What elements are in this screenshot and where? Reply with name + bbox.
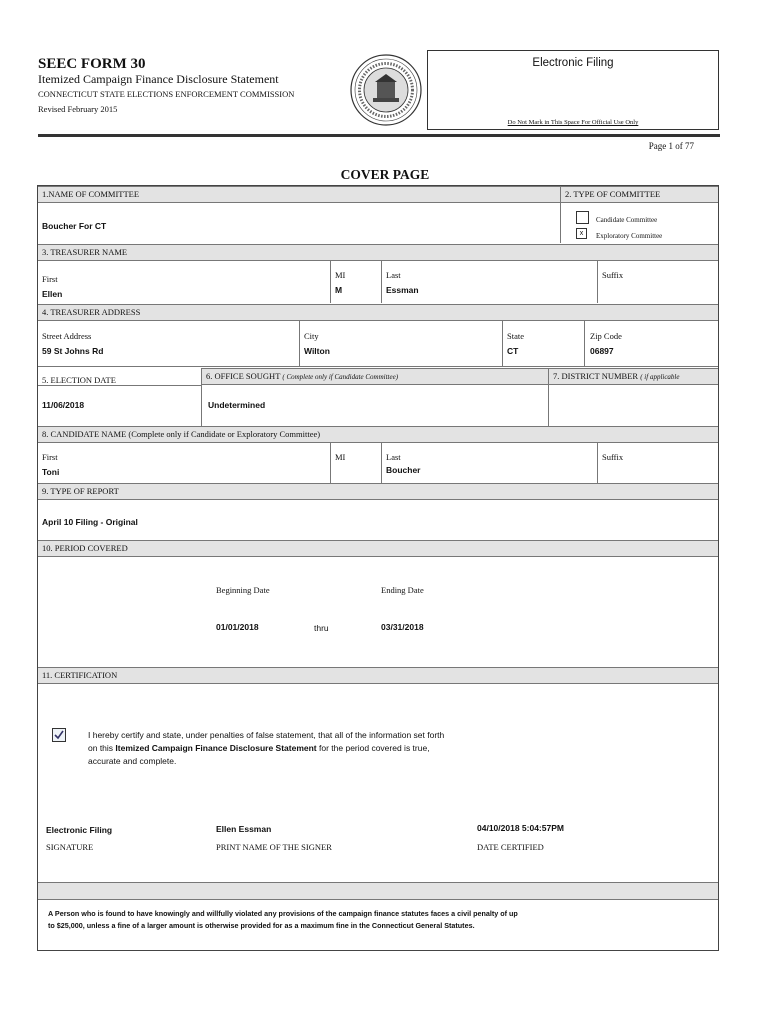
thru-label: thru	[314, 623, 329, 633]
signature-value[interactable]: Electronic Filing	[46, 825, 113, 835]
divider	[597, 261, 598, 303]
treasurer-first-value[interactable]: Ellen	[42, 289, 63, 299]
date-certified-value[interactable]: 04/10/2018 5:04:57PM	[477, 823, 564, 833]
candidate-last-label: Last	[386, 452, 401, 462]
treasurer-mi-value[interactable]: M	[335, 285, 343, 295]
district-number-label: 7. DISTRICT NUMBER	[553, 371, 639, 381]
section-committee-name: 1.NAME OF COMMITTEE	[38, 186, 560, 203]
divider	[299, 321, 300, 366]
divider	[381, 261, 382, 303]
committee-name-value[interactable]: Boucher For CT	[42, 221, 107, 231]
state-value[interactable]: CT	[507, 346, 519, 356]
header-divider	[38, 134, 720, 137]
section-candidate-name: 8. CANDIDATE NAME (Complete only if Candidate or Exploratory Committee)	[38, 426, 718, 443]
agency-name: CONNECTICUT STATE ELECTIONS ENFORCEMENT COMMISSION	[38, 89, 295, 99]
page-number: Page 1 of 77	[648, 141, 694, 151]
district-number-header	[548, 368, 718, 385]
date-certified-label: DATE CERTIFIED	[477, 842, 544, 852]
divider	[201, 368, 202, 426]
divider	[330, 261, 331, 303]
street-label: Street Address	[42, 331, 92, 341]
penalty-warning-line-2: to $25,000, unless a fine of a larger amount is otherwise provided for as a maximum fine in the Connecticut General Statutes.	[48, 921, 475, 930]
state-seal-icon	[350, 54, 422, 126]
signer-name-value[interactable]: Ellen Essman	[216, 824, 272, 834]
form-title: SEEC FORM 30	[38, 56, 146, 72]
office-sought-header	[201, 368, 548, 385]
cover-form	[37, 185, 719, 951]
candidate-first-label: First	[42, 452, 58, 462]
office-sought-note: ( Complete only if Candidate Committee)	[282, 373, 399, 381]
official-use-note: Do Not Mark in This Space For Official Use Only	[507, 119, 639, 126]
election-date-label: 5. ELECTION DATE	[42, 375, 116, 385]
section-report-type: 9. TYPE OF REPORT	[38, 483, 718, 500]
section-certification: 11. CERTIFICATION	[38, 667, 718, 684]
treasurer-last-label: Last	[386, 270, 401, 280]
candidate-committee-label: Candidate Committee	[596, 216, 658, 224]
beginning-date-label: Beginning Date	[216, 585, 270, 595]
divider	[38, 385, 201, 386]
treasurer-suffix-label: Suffix	[602, 270, 624, 280]
report-type-value[interactable]: April 10 Filing - Original	[42, 517, 138, 527]
candidate-last-value[interactable]: Boucher	[386, 465, 421, 475]
certification-statement	[88, 729, 444, 768]
signer-name-label: PRINT NAME OF THE SIGNER	[216, 842, 332, 852]
candidate-committee-checkbox[interactable]	[576, 211, 589, 224]
certification-line-2	[88, 742, 444, 755]
divider	[548, 368, 549, 426]
candidate-mi-label: MI	[335, 452, 346, 462]
certification-line-1: I hereby certify and state, under penalties of false statement, that all of the information set forth	[88, 730, 445, 740]
electronic-filing-title: Electronic Filing	[532, 57, 614, 69]
section-period-covered: 10. PERIOD COVERED	[38, 540, 718, 557]
electronic-filing-box	[427, 50, 719, 130]
zip-value[interactable]: 06897	[590, 346, 614, 356]
certification-checkbox[interactable]	[52, 728, 66, 742]
section-committee-type: 2. TYPE OF COMMITTEE	[560, 186, 718, 203]
candidate-suffix-label: Suffix	[602, 452, 624, 462]
treasurer-first-label: First	[42, 274, 58, 284]
district-number-note: ( if applicable	[640, 373, 680, 381]
penalty-warning-line-1: A Person who is found to have knowingly and willfully violated any provisions of the campaign finance statutes faces a civil penalty of up	[48, 909, 518, 918]
state-label: State	[507, 331, 524, 341]
cover-page-title: COVER PAGE	[340, 167, 430, 182]
city-value[interactable]: Wilton	[304, 346, 330, 356]
city-label: City	[304, 331, 319, 341]
ending-date-value[interactable]: 03/31/2018	[381, 622, 424, 632]
exploratory-committee-checkbox[interactable]: x	[576, 228, 587, 239]
revision-date: Revised February 2015	[38, 104, 118, 114]
office-sought-label: 6. OFFICE SOUGHT	[206, 371, 281, 381]
certification-line-3: accurate and complete.	[88, 756, 177, 766]
penalty-warning	[48, 908, 708, 932]
exploratory-committee-label: Exploratory Committee	[596, 232, 663, 240]
certification-line-2-suffix: for the period covered is true,	[316, 743, 430, 753]
street-value[interactable]: 59 St Johns Rd	[42, 346, 104, 356]
divider	[597, 443, 598, 483]
divider	[330, 443, 331, 483]
beginning-date-value[interactable]: 01/01/2018	[216, 622, 259, 632]
form-subtitle: Itemized Campaign Finance Disclosure Statement	[38, 72, 279, 86]
section-treasurer-address: 4. TREASURER ADDRESS	[38, 304, 718, 321]
treasurer-mi-label: MI	[335, 270, 346, 280]
divider	[381, 443, 382, 483]
section-treasurer-name: 3. TREASURER NAME	[38, 244, 718, 261]
certification-form-name: Itemized Campaign Finance Disclosure Statement	[115, 743, 317, 753]
signature-label: SIGNATURE	[46, 842, 94, 852]
certification-line-2-prefix: on this	[88, 743, 116, 753]
treasurer-last-value[interactable]: Essman	[386, 285, 419, 295]
divider	[560, 203, 561, 243]
candidate-first-value[interactable]: Toni	[42, 467, 60, 477]
zip-label: Zip Code	[590, 331, 622, 341]
election-date-value[interactable]: 11/06/2018	[42, 400, 85, 410]
office-sought-value[interactable]: Undetermined	[208, 400, 266, 410]
divider	[38, 366, 718, 367]
ending-date-label: Ending Date	[381, 585, 424, 595]
divider	[502, 321, 503, 366]
divider	[584, 321, 585, 366]
footer-bar	[38, 882, 718, 900]
